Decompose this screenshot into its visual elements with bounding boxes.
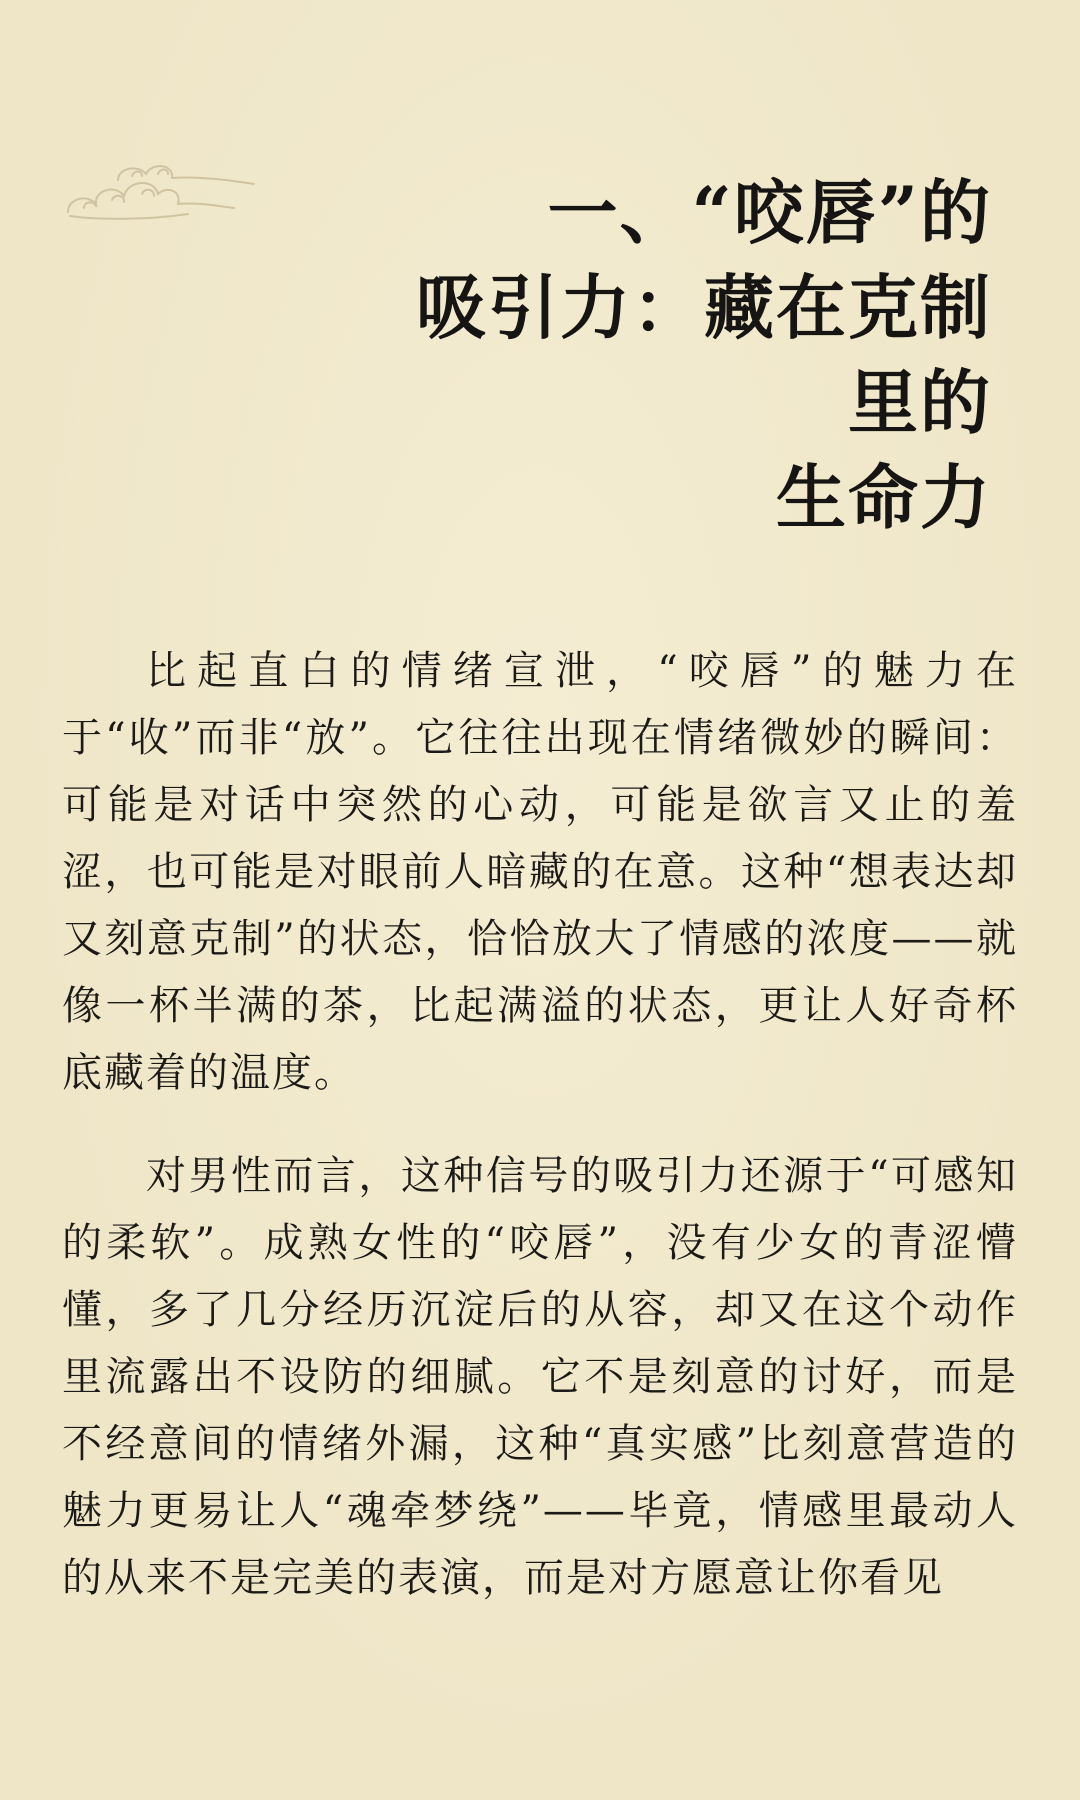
title-line: 一、“咬唇”的: [547, 171, 992, 254]
article-body: [62, 638, 1018, 1648]
auspicious-cloud-icon: [58, 150, 258, 230]
paragraph: 比起直白的情绪宣泄，“咬唇”的魅力在于“收”而非“放”。它往往出现在情绪微妙的瞬间：可能是对话中突然的心动，可能是欲言又止的羞涩，也可能是对眼前人暗藏的在意。这种“想表达却又刻意克制”的状态，恰恰放大了情感的浓度——就像一杯半满的茶，比起满溢的状态，更让人好奇杯底藏着的温度。: [62, 648, 1018, 1096]
title-line: 吸引力：藏在克制: [416, 266, 992, 349]
paragraph: 对男性而言，这种信号的吸引力还源于“可感知的柔软”。成熟女性的“咬唇”，没有少女的青涩懵懂，多了几分经历沉淀后的从容，却又在这个动作里流露出不设防的细腻。它不是刻意的讨好，而是不经意间的情绪外漏，这种“真实感”比刻意营造的魅力更易让人“魂牵梦绕”——毕竟，情感里最动人的从来不是完美的表演，而是对方愿意让你看见: [62, 1153, 1018, 1601]
title-line: 里的: [848, 361, 992, 444]
section-title: [352, 165, 992, 545]
title-line: 生命力: [776, 456, 992, 539]
